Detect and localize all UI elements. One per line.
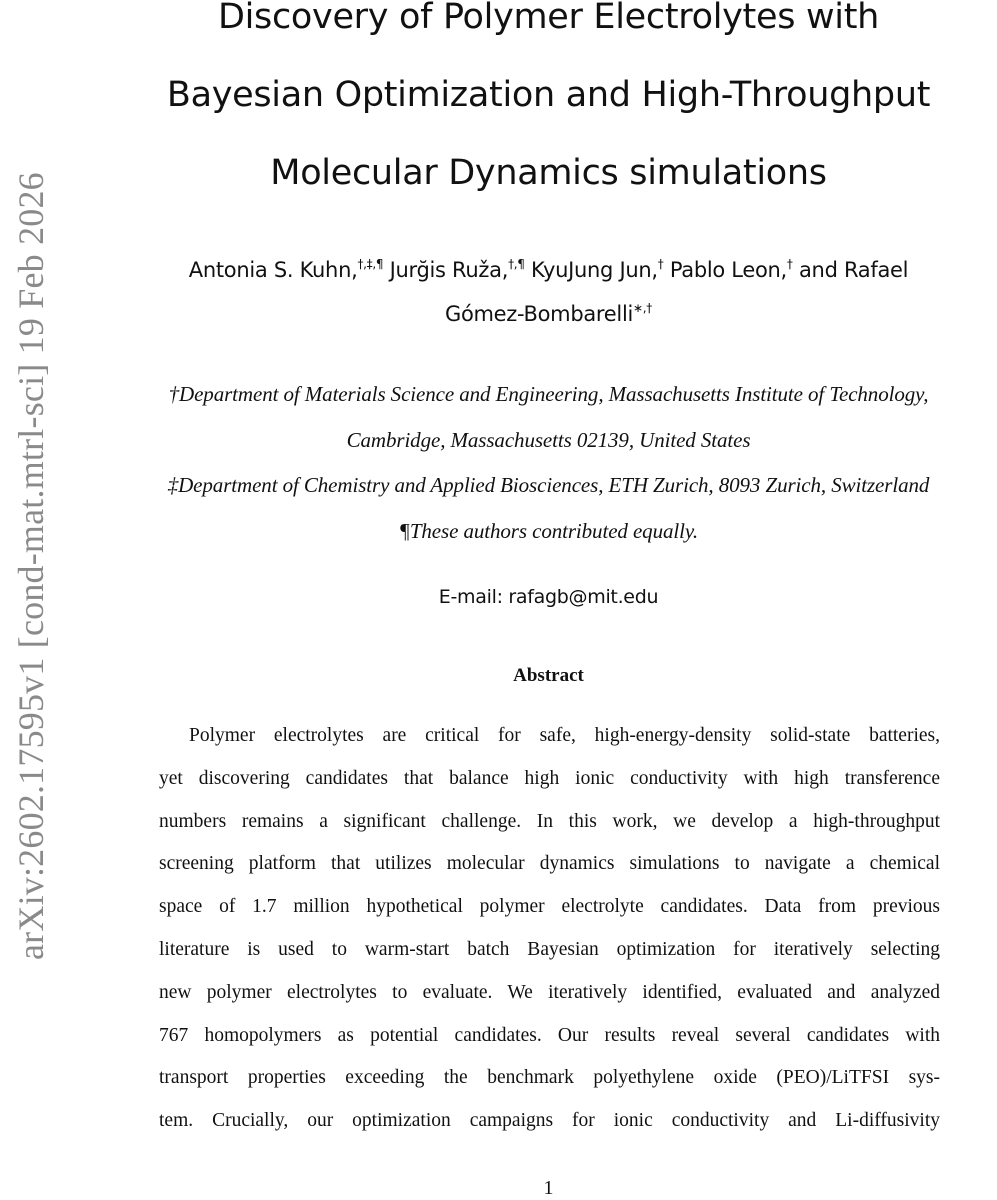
abstract-line: space of 1.7 million hypothetical polymer electrolyte candidates. Data from previous — [159, 896, 940, 918]
affiliations — [100, 372, 997, 554]
author-line — [100, 292, 997, 336]
author-affiliation-marks: ∗,† — [633, 301, 653, 315]
author-name: Antonia S. Kuhn, — [188, 258, 358, 282]
author-name: KyuJung Jun, — [531, 258, 658, 282]
title-line: Discovery of Polymer Electrolytes with — [217, 0, 880, 37]
title-line: Bayesian Optimization and High-Throughput — [166, 75, 931, 115]
author-affiliation-marks: †,¶ — [508, 257, 525, 271]
page-number: 1 — [543, 1177, 554, 1199]
abstract-line: 767 homopolymers as potential candidates. Our results reveal several candidates with — [159, 1024, 940, 1046]
contact-email — [100, 586, 997, 608]
author-affiliation-marks: † — [786, 257, 793, 271]
email-label: E-mail: — [438, 586, 503, 608]
paper-title — [100, 0, 997, 212]
equal-contribution-note: ¶These authors contributed equally. — [398, 518, 699, 543]
abstract-line: literature is used to warm-start batch Bayesian optimization for iteratively selecting — [159, 938, 940, 960]
abstract-heading: Abstract — [513, 665, 584, 686]
abstract-line: numbers remains a significant challenge. In this work, we develop a high-throughput — [159, 810, 940, 832]
abstract-line: screening platform that utilizes molecular dynamics simulations to navigate a chemical — [159, 853, 940, 875]
arxiv-identifier-stamp: arXiv:2602.17595v1 [cond-mat.mtrl-sci] 19 Feb 2026 — [11, 172, 51, 960]
author-name: Gómez-Bombarelli — [444, 302, 634, 326]
title-line: Molecular Dynamics simulations — [270, 153, 827, 193]
abstract-line: new polymer electrolytes to evaluate. We iteratively identified, evaluated and analyzed — [159, 981, 940, 1003]
author-name: Jurğis Ruža, — [389, 258, 509, 282]
author-affiliation-marks: †,‡,¶ — [357, 257, 384, 271]
author-line — [100, 248, 997, 292]
abstract-body — [159, 715, 940, 1143]
author-name: and Rafael — [798, 258, 909, 282]
author-list — [100, 248, 997, 336]
abstract-line: tem. Crucially, our optimization campaigns for ionic conductivity and Li-diffusivity — [159, 1110, 940, 1132]
author-affiliation-marks: † — [657, 257, 664, 271]
affiliation-line: ‡Department of Chemistry and Applied Biosciences, ETH Zurich, 8093 Zurich, Switzerland — [167, 473, 930, 497]
abstract-line: yet discovering candidates that balance high ionic conductivity with high transference — [159, 767, 940, 789]
abstract-line: transport properties exceeding the benchmark polyethylene oxide (PEO)/LiTFSI sys- — [159, 1067, 940, 1089]
email-address[interactable]: rafagb@mit.edu — [508, 586, 659, 608]
affiliation-line: †Department of Materials Science and Engineering, Massachusetts Institute of Technology, — [168, 382, 929, 406]
affiliation-line: Cambridge, Massachusetts 02139, United States — [346, 427, 751, 452]
author-name: Pablo Leon, — [669, 258, 787, 282]
abstract-line: Polymer electrolytes are critical for safe, high-energy-density solid-state batteries, — [189, 725, 940, 746]
